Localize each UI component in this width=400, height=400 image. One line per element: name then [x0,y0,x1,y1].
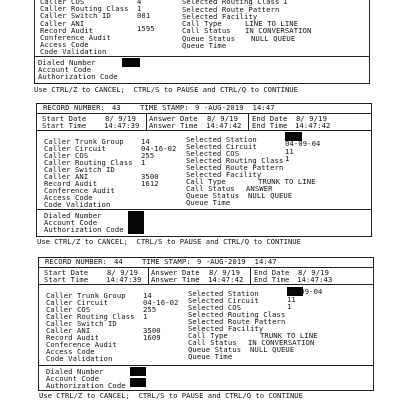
conference-audit-label: Conference Audit [40,33,111,42]
selected-routing-class-value: 1 [285,154,290,163]
codes-divider [38,365,373,366]
redaction-block [128,226,144,234]
end-time-label: End Time [254,275,290,284]
caller-circuit-label: Caller Circuit [44,144,106,153]
selected-station-label: Selected Station [188,289,259,298]
record-audit-label: Record Audit [46,333,100,342]
call-status-label: Call Status [186,184,235,193]
answer-date-label: Answer Date [151,268,200,277]
queue-status-value: NULL QUEUE [250,345,295,354]
footer-instructions: Use CTRL/Z to CANCEL; CTRL/S to PAUSE and CTRL/Q to CONTINUE [34,85,298,94]
record-partial [0,0,400,100]
time-stamp-label: TIME STAMP: [140,103,189,112]
call-status-label: Call Status [182,26,231,35]
answer-time-value: 14:47:42 [208,275,244,284]
caller-ani-label: Caller ANI [46,326,91,335]
code-validation-label: Code Validation [44,200,111,209]
caller-cos-value: 4 [137,0,142,6]
caller-switch-id-value: 001 [137,11,151,20]
call-status-value: ANSWER [246,184,273,193]
start-date-label: Start Date [44,268,89,277]
caller-circuit-value: 04-16-02 [143,298,179,307]
redaction-block [130,367,146,376]
call-type-value: TRUNK TO LINE [258,177,316,186]
record-audit-label: Record Audit [40,26,94,35]
caller-cos-value: 255 [143,305,157,314]
redaction-block [130,378,146,387]
queue-status-value: NULL QUEUE [251,34,296,43]
times-divider [38,284,373,285]
caller-cos-value: 255 [141,151,155,160]
call-type-value: LINE TO LINE [245,19,299,28]
answer-date-label: Answer Date [149,114,198,123]
selected-route-pattern-label: Selected Route Pattern [188,317,286,326]
dialed-number-label: Dialed Number [38,58,96,67]
dialed-number-label: Dialed Number [46,367,104,376]
caller-circuit-label: Caller Circuit [46,298,108,307]
caller-ani-value: 3500 [141,172,159,181]
call-status-label: Call Status [188,338,237,347]
end-date-label: End Date [252,114,288,123]
selected-routing-class-label: Selected Routing Class [188,310,286,319]
caller-switch-id-label: Caller Switch ID [46,319,117,328]
end-time-value: 14:47:42 [295,121,331,130]
selected-cos-value: 11 [285,147,294,156]
end-divider [248,113,249,130]
selected-routing-class-value: 1 [287,302,292,311]
access-code-label: Access Code [40,40,89,49]
authorization-code-label: Authorization Code [44,225,124,234]
caller-switch-id-label: Caller Switch ID [44,165,115,174]
selected-cos-label: Selected COS [188,303,242,312]
conference-audit-label: Conference Audit [46,340,117,349]
time-stamp-value: 9 -AUG-2019 14:47 [197,257,277,266]
end-date-value: 8/ 9/19 [298,268,329,277]
end-time-value: 14:47:43 [297,275,333,284]
selected-routing-class-label: Selected Routing Class [186,156,284,165]
queue-time-label: Queue Time [188,352,233,361]
selected-routing-class-label: Selected Routing Class [182,0,280,6]
access-code-label: Access Code [44,193,93,202]
call-type-label: Call Type [188,331,228,340]
selected-station-label: Selected Station [186,135,257,144]
queue-time-label: Queue Time [186,198,231,207]
selected-circuit-value: 04-09-04 [287,287,323,296]
caller-routing-class-value: 1 [137,4,142,13]
queue-status-label: Queue Status [186,191,240,200]
conference-audit-label: Conference Audit [44,186,115,195]
account-code-label: Account Code [38,65,92,74]
selected-route-pattern-label: Selected Route Pattern [182,5,280,14]
queue-status-value: NULL QUEUE [248,191,293,200]
caller-ani-label: Caller ANI [40,19,85,28]
record-audit-label: Record Audit [44,179,98,188]
caller-cos-label: Caller COS [46,305,91,314]
end-date-label: End Date [254,268,290,277]
redaction-block [122,58,140,67]
answer-time-label: Answer Time [149,121,198,130]
footer-instructions: Use CTRL/Z to CANCEL; CTRL/S to PAUSE and CTRL/Q to CONTINUE [37,237,301,246]
selected-facility-label: Selected Facility [188,324,264,333]
record-number-label: RECORD NUMBER: [45,257,107,266]
time-stamp-label: TIME STAMP: [142,257,191,266]
caller-cos-label: Caller COS [40,0,85,6]
record-43 [0,100,400,250]
caller-routing-class-label: Caller Routing Class [46,312,135,321]
time-stamp-value: 9 -AUG-2019 14:47 [195,103,275,112]
call-status-value: IN CONVERSATION [245,26,312,35]
start-time-label: Start Time [44,275,89,284]
codes-divider [36,209,371,210]
start-time-value: 14:47:39 [106,275,142,284]
authorization-code-label: Authorization Code [46,381,126,390]
end-time-label: End Time [252,121,288,130]
answer-time-value: 14:47:42 [206,121,242,130]
footer-instructions: Use CTRL/Z to CANCEL; CTRL/S to PAUSE and CTRL/Q to CONTINUE [39,391,303,400]
selected-facility-label: Selected Facility [182,12,258,21]
answer-divider [148,267,149,284]
record-audit-value: 1612 [141,179,159,188]
caller-routing-class-value: 1 [141,158,146,167]
caller-ani-value: 3500 [143,326,161,335]
selected-cos-label: Selected COS [186,149,240,158]
call-status-value: IN CONVERSATION [248,338,315,347]
selected-circuit-label: Selected Circuit [186,142,257,151]
call-type-value: TRUNK TO LINE [260,331,318,340]
call-type-label: Call Type [182,19,222,28]
record-number-value: 44 [114,257,123,266]
record-number-label: RECORD NUMBER: [43,103,105,112]
selected-routing-class-value: 1 [283,0,288,6]
authorization-code-label: Authorization Code [38,72,118,81]
caller-trunk-group-label: Caller Trunk Group [46,291,126,300]
caller-ani-value: 1595 [137,24,155,33]
dialed-number-label: Dialed Number [44,211,102,220]
answer-date-value: 8/ 9/19 [209,268,240,277]
start-time-label: Start Time [42,121,87,130]
start-date-value: 8/ 9/19 [107,268,138,277]
end-divider [250,267,251,284]
caller-trunk-group-label: Caller Trunk Group [44,137,124,146]
end-date-value: 8/ 9/19 [296,114,327,123]
answer-divider [146,113,147,130]
caller-routing-class-label: Caller Routing Class [44,158,133,167]
selected-facility-label: Selected Facility [186,170,262,179]
caller-switch-id-label: Caller Switch ID [40,11,111,20]
caller-routing-class-label: Caller Routing Class [40,4,129,13]
caller-circuit-value: 04-16-02 [141,144,177,153]
code-validation-label: Code Validation [40,47,107,56]
record-partial-divider [34,56,369,57]
queue-status-label: Queue Status [188,345,242,354]
answer-time-label: Answer Time [151,275,200,284]
selected-circuit-value: 04-09-04 [285,139,321,148]
start-time-value: 14:47:39 [104,121,140,130]
queue-status-label: Queue Status [182,34,236,43]
call-type-label: Call Type [186,177,226,186]
record-number-value: 43 [112,103,121,112]
selected-cos-value: 11 [287,295,296,304]
account-code-label: Account Code [44,218,98,227]
code-validation-label: Code Validation [46,354,113,363]
record-44 [0,250,400,400]
queue-time-label: Queue Time [182,41,227,50]
start-date-value: 8/ 9/19 [105,114,136,123]
caller-trunk-group-value: 14 [141,137,150,146]
record-audit-value: 1609 [143,333,161,342]
caller-ani-label: Caller ANI [44,172,89,181]
times-divider [36,130,371,131]
access-code-label: Access Code [46,347,95,356]
caller-trunk-group-value: 14 [143,291,152,300]
caller-routing-class-value: 1 [143,312,148,321]
caller-cos-label: Caller COS [44,151,89,160]
selected-circuit-label: Selected Circuit [188,296,259,305]
selected-route-pattern-label: Selected Route Pattern [186,163,284,172]
answer-date-value: 8/ 9/19 [207,114,238,123]
start-date-label: Start Date [42,114,87,123]
account-code-label: Account Code [46,374,100,383]
